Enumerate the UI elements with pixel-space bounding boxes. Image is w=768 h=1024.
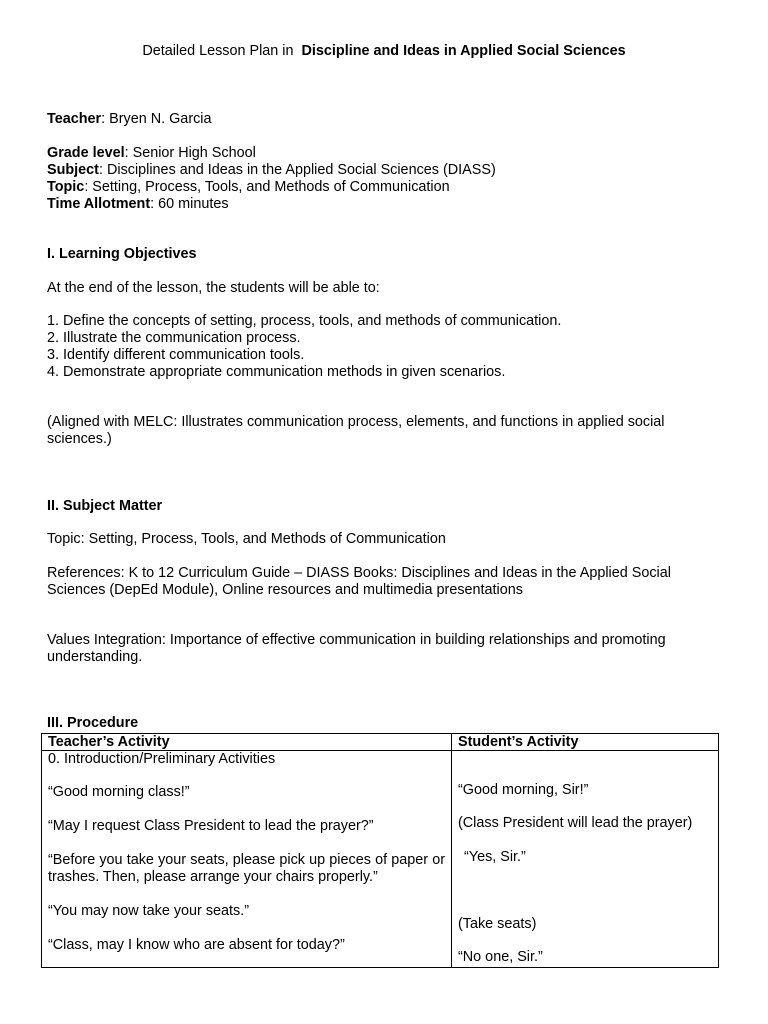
topic-line [47, 179, 727, 196]
objectives-heading: I. Learning Objectives [47, 246, 197, 262]
teacher-line [47, 111, 727, 128]
title-prefix: Detailed Lesson Plan in [142, 43, 294, 59]
grade-value: : Senior High School [124, 145, 256, 161]
time-line [47, 196, 727, 213]
teacher-value: : Bryen N. Garcia [101, 111, 212, 127]
subject-matter-references: References: K to 12 Curriculum Guide – DIASS Books: Disciplines and Ideas in the Applied Social Sciences (DepEd Module), Online resources and multimedia presentations [47, 565, 671, 598]
grade-line [47, 145, 727, 162]
student-activity-header: Student’s Activity [452, 734, 719, 751]
student-activity-cell [452, 751, 719, 968]
student-line: (Take seats) [458, 916, 537, 932]
student-line: “No one, Sir.” [458, 949, 543, 965]
procedure-table [41, 733, 719, 968]
melc-note: (Aligned with MELC: Illustrates communication process, elements, and functions in applied social sciences.) [47, 414, 665, 447]
student-line: “Good morning, Sir!” [458, 782, 589, 798]
teacher-line: “Class, may I know who are absent for today?” [48, 937, 345, 953]
objective-item: 4. Demonstrate appropriate communication methods in given scenarios. [47, 364, 506, 380]
student-line: (Class President will lead the prayer) [458, 815, 693, 831]
title-subject: Discipline and Ideas in Applied Social Sciences [301, 43, 626, 59]
info-block [47, 145, 727, 213]
subject-label: Subject [47, 162, 99, 178]
time-label: Time Allotment [47, 196, 151, 212]
objective-item: 1. Define the concepts of setting, process, tools, and methods of communication. [47, 313, 562, 329]
teacher-line: “Good morning class!” [48, 784, 190, 800]
document-title [0, 43, 768, 60]
objectives-list [47, 313, 727, 381]
time-value: : 60 minutes [150, 196, 229, 212]
subject-matter-heading: II. Subject Matter [47, 498, 163, 514]
grade-label: Grade level [47, 145, 125, 161]
teacher-activity-cell [42, 751, 452, 968]
topic-value: : Setting, Process, Tools, and Methods of Communication [84, 179, 450, 195]
subject-matter-topic: Topic: Setting, Process, Tools, and Methods of Communication [47, 531, 446, 547]
subject-value: : Disciplines and Ideas in the Applied Social Sciences (DIASS) [98, 162, 496, 178]
teacher-line: “You may now take your seats.” [48, 903, 250, 919]
procedure-section-label: 0. Introduction/Preliminary Activities [48, 751, 276, 767]
objective-item: 3. Identify different communication tools. [47, 347, 305, 363]
procedure-heading: III. Procedure [47, 715, 139, 731]
teacher-line: “May I request Class President to lead the prayer?” [48, 818, 374, 834]
subject-matter-values: Values Integration: Importance of effective communication in building relationships and promoting understanding. [47, 632, 666, 665]
objectives-intro: At the end of the lesson, the students will be able to: [47, 280, 380, 296]
teacher-label: Teacher [47, 111, 102, 127]
procedure-body-row [42, 751, 719, 968]
teacher-line: “Before you take your seats, please pick up pieces of paper or trashes. Then, please arrange your chairs properly.” [48, 852, 445, 885]
subject-line [47, 162, 727, 179]
topic-label: Topic [47, 179, 85, 195]
objective-item: 2. Illustrate the communication process. [47, 330, 301, 346]
student-line: “Yes, Sir.” [464, 849, 526, 865]
procedure-header-row [42, 734, 719, 751]
teacher-activity-header: Teacher’s Activity [42, 734, 452, 751]
